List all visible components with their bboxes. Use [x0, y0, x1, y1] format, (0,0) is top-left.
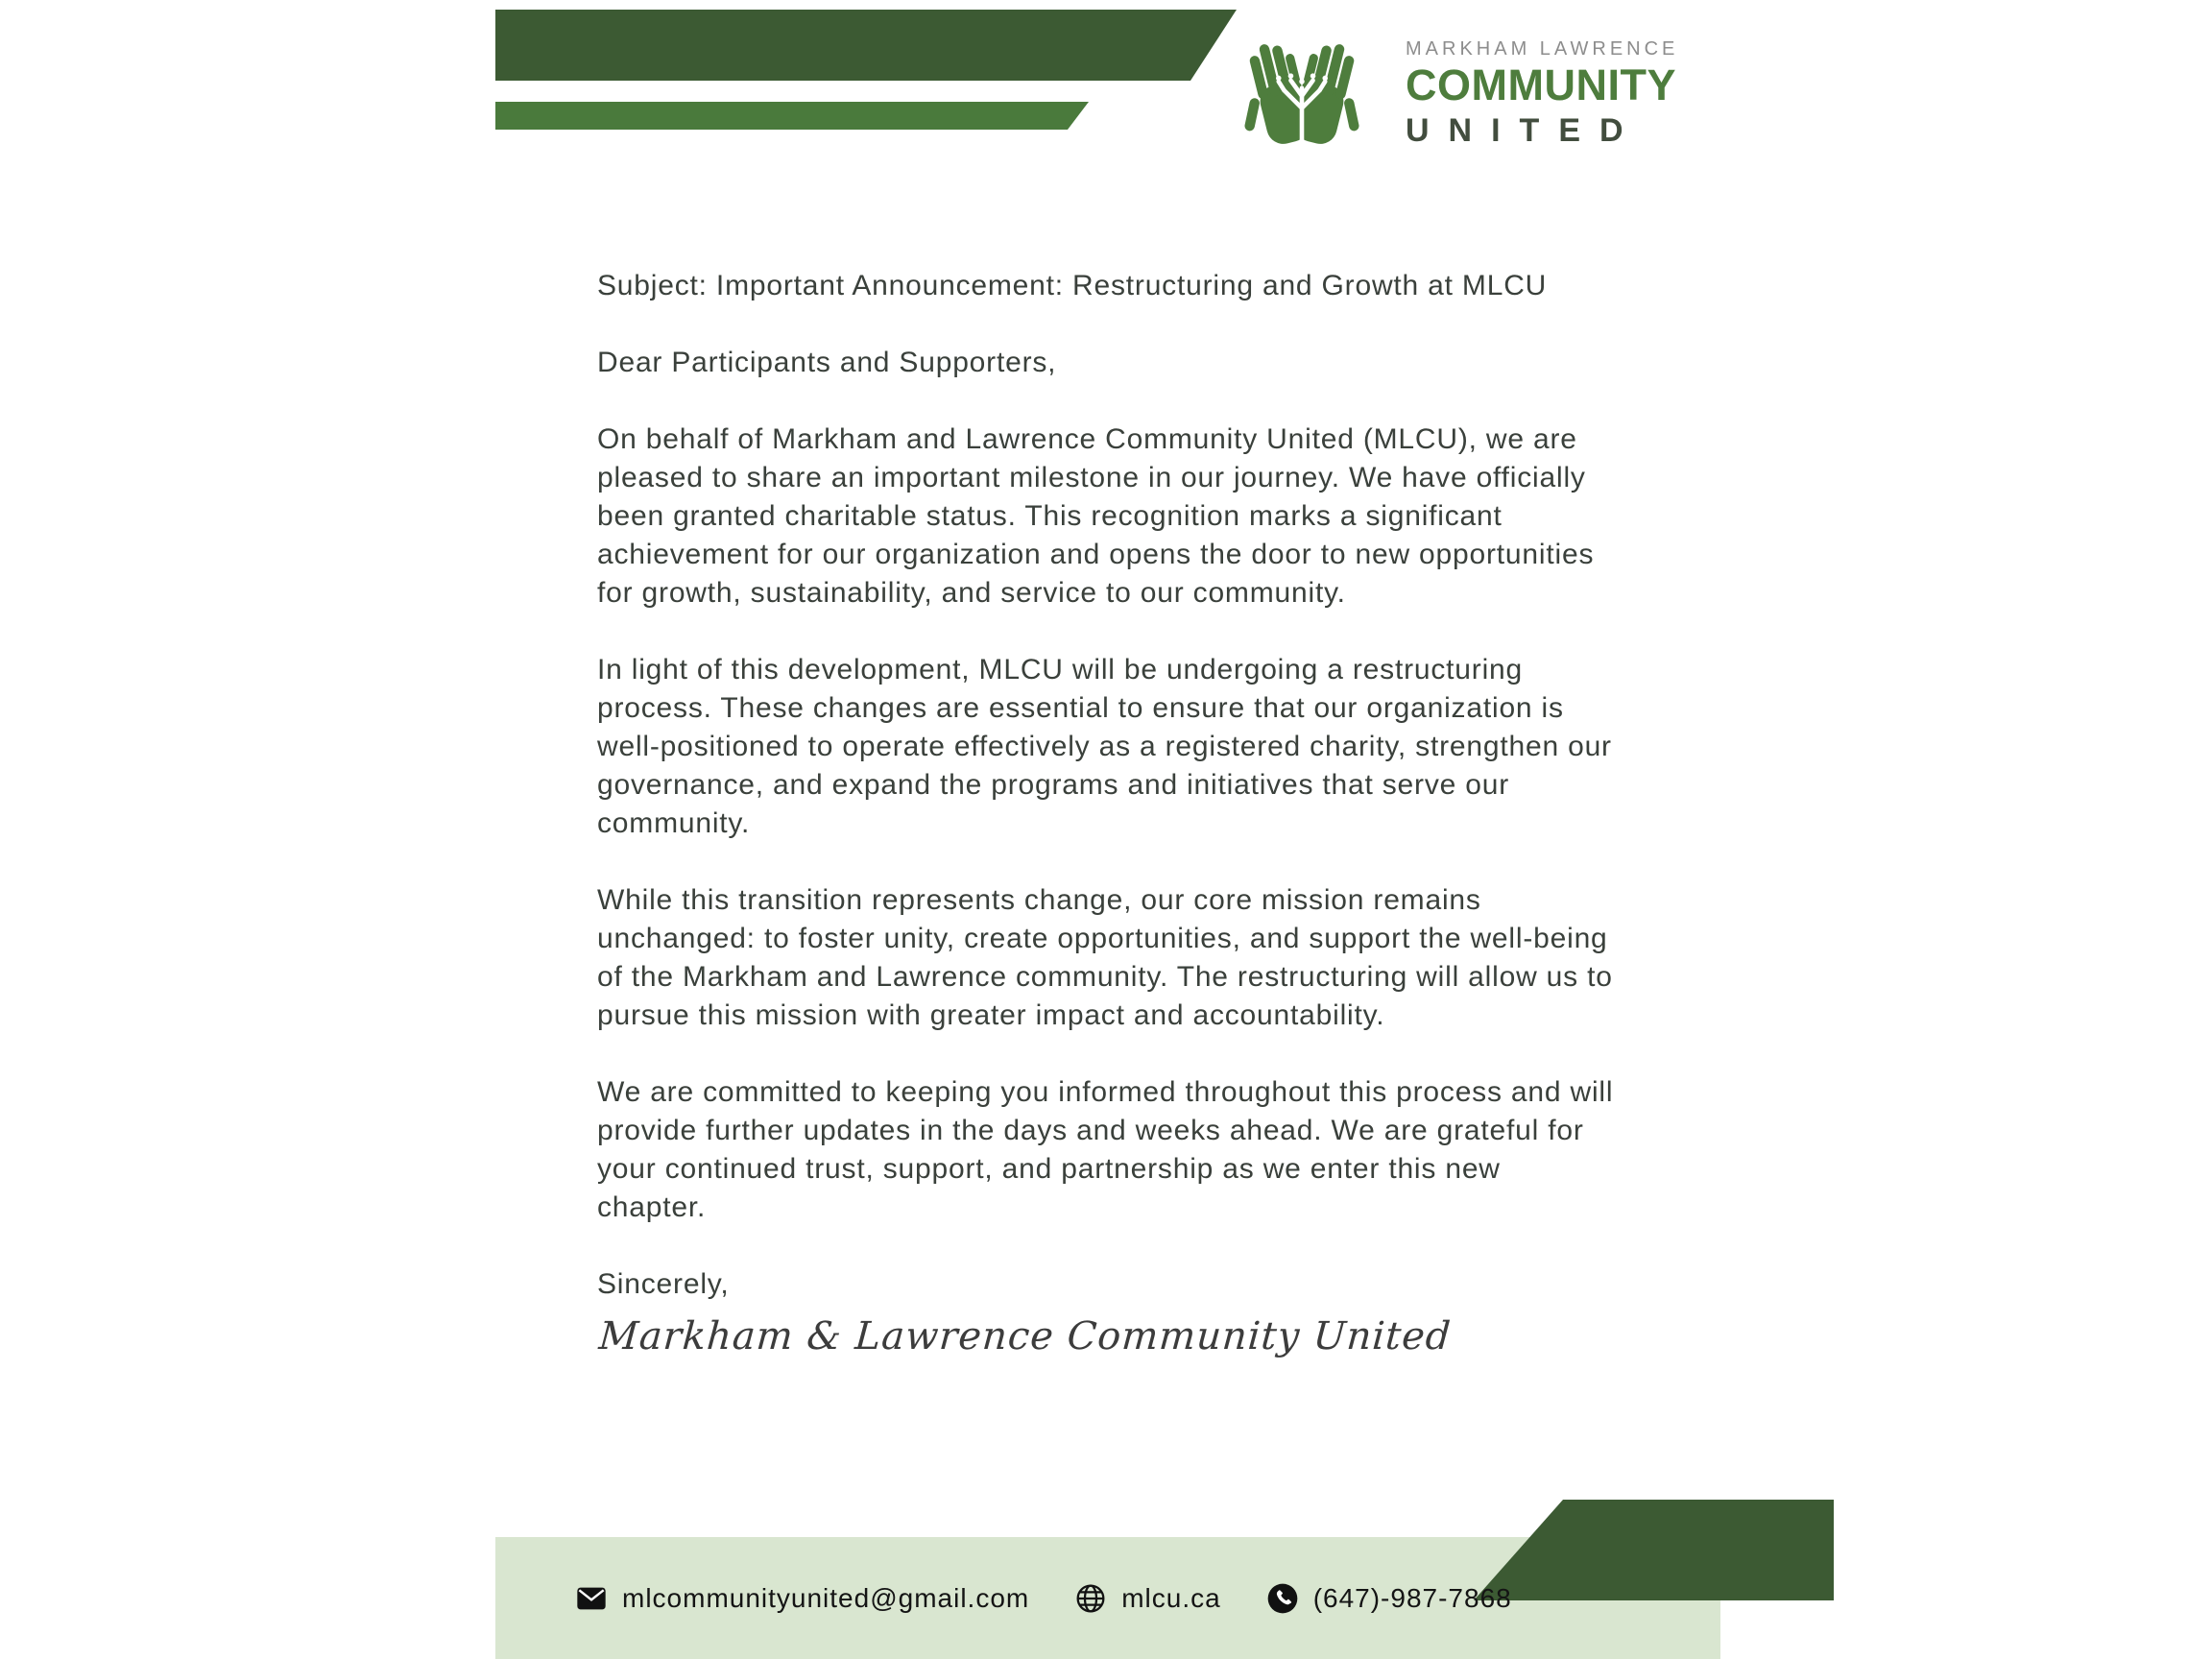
- letter-paragraphs: [597, 421, 1617, 1227]
- footer-website-item: [1075, 1583, 1220, 1614]
- letter-paragraph: We are committed to keeping you informed throughout this process and will provide further updates in the days and weeks ahead. We are grateful for your continued trust, support, and partnership as we enter this new chapter.: [597, 1076, 1614, 1223]
- logo-top-label: MARKHAM LAWRENCE: [1406, 38, 1679, 60]
- hands-tree-icon: [1230, 33, 1374, 154]
- closing-line: Sincerely,: [597, 1268, 730, 1300]
- logo-community-label: COMMUNITY: [1406, 60, 1676, 109]
- footer-contact-row: [576, 1537, 1512, 1659]
- letter-paragraph: On behalf of Markham and Lawrence Community United (MLCU), we are pleased to share an important milestone in our journey. We have officially been granted charitable status. This recognition marks a significant achievement for our organization and opens the door to new opportunities for growth, sustainability, and service to our community.: [597, 423, 1595, 609]
- salutation: Dear Participants and Supporters,: [597, 347, 1057, 378]
- footer-email-text: mlcommunityunited@gmail.com: [622, 1582, 1030, 1613]
- subject-line: Subject: Important Announcement: Restructuring and Growth at MLCU: [597, 270, 1548, 301]
- footer-email-item: [576, 1583, 1029, 1614]
- letter-paragraph: While this transition represents change, our core mission remains unchanged: to foster unity, create opportunities, and support the well-being of the Markham and Lawrence community. The restructuring will allow us to pursue this mission with greater impact and accountability.: [597, 884, 1613, 1031]
- envelope-icon: [576, 1583, 607, 1614]
- logo-united-label: UNITED: [1406, 112, 1643, 149]
- footer-accent-shape: [1474, 1500, 1834, 1600]
- signature-script: Markham & Lawrence Community United: [597, 1314, 1454, 1358]
- letter-paragraph: In light of this development, MLCU will be undergoing a restructuring process. These changes are essential to ensure that our organization is well-positioned to operate effectively as a registered charity, strengthen our governance, and expand the programs and initiatives that serve our community.: [597, 654, 1612, 839]
- letter-body: [597, 267, 1617, 1363]
- phone-icon: [1267, 1583, 1298, 1614]
- logo-wordmark: [1406, 36, 1679, 150]
- header-bar: [495, 10, 1237, 81]
- globe-icon: [1075, 1583, 1106, 1614]
- footer-website-text: mlcu.ca: [1121, 1582, 1221, 1613]
- header-stripe: [495, 102, 1089, 130]
- footer-phone-item: [1267, 1583, 1512, 1614]
- footer-phone-text: (647)-987-7868: [1312, 1582, 1512, 1613]
